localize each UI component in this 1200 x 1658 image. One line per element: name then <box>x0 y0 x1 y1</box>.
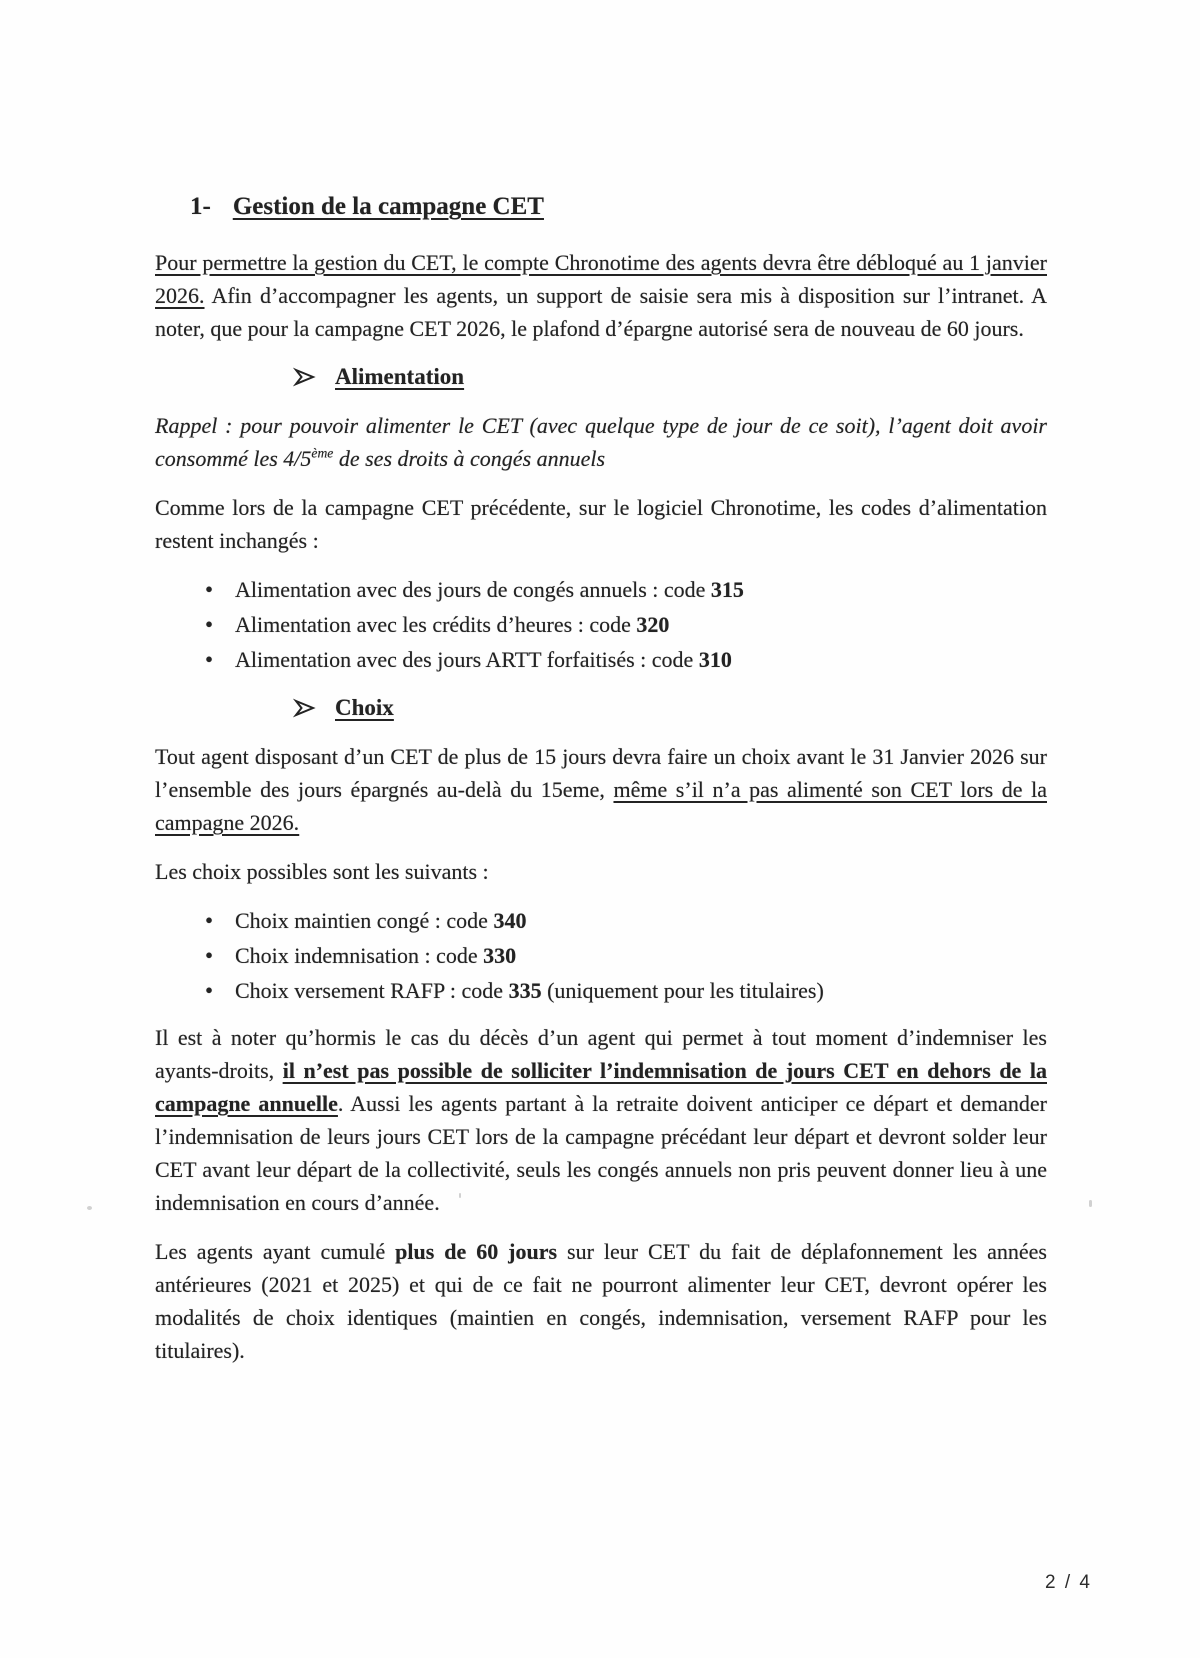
choix-options-list <box>155 904 1047 1007</box>
scan-artifact <box>1089 1200 1092 1207</box>
paragraph-intro: Pour permettre la gestion du CET, le compte Chronotime des agents devra être débloqué au 1 janvier 2026. Afin d’accompagner les agents, un support de saisie sera mis à disposition sur l’intranet. A noter, que pour la campagne CET 2026, le plafond d’épargne autorisé sera de nouveau de 60 jours. <box>155 250 1047 341</box>
paragraph-choix-intro: Tout agent disposant d’un CET de plus de 15 jours devra faire un choix avant le 31 Janvier 2026 sur l’ensemble des jours épargnés au-delà du 15eme, même s’il n’a pas alimenté son CET lors de la campagne 2026. <box>155 744 1047 835</box>
scan-artifact <box>87 1206 92 1210</box>
subheading-choix <box>293 694 1047 722</box>
arrow-bullet-icon <box>293 367 319 387</box>
heading-number: 1- <box>190 193 211 220</box>
list-item-text: Choix maintien congé : code 340 <box>235 908 527 933</box>
list-item <box>155 939 1047 972</box>
list-item-text: Alimentation avec des jours ARTT forfaitisés : code 310 <box>235 647 732 672</box>
bullet-icon: • <box>205 978 214 1003</box>
scan-artifact <box>459 1193 461 1198</box>
bullet-icon: • <box>205 612 214 637</box>
subheading-alimentation <box>293 363 1047 391</box>
bullet-icon: • <box>205 577 214 602</box>
heading-title: Gestion de la campagne CET <box>232 193 544 220</box>
list-item-text: Choix versement RAFP : code 335 (uniquement pour les titulaires) <box>235 978 824 1003</box>
paragraph-rappel: Rappel : pour pouvoir alimenter le CET (avec quelque type de jour de ce soit), l’agent doit avoir consommé les 4/5ème de ses droits à congés annuels <box>155 413 1047 471</box>
bullet-icon: • <box>205 943 214 968</box>
bullet-icon: • <box>205 647 214 672</box>
list-item <box>155 904 1047 937</box>
list-item <box>155 608 1047 641</box>
paragraph-choix-options-intro: Les choix possibles sont les suivants : <box>155 859 489 884</box>
page-number: 2 / 4 <box>1045 1572 1092 1593</box>
list-item-text: Choix indemnisation : code 330 <box>235 943 517 968</box>
arrow-bullet-icon <box>293 698 319 718</box>
list-item-text: Alimentation avec des jours de congés annuels : code 315 <box>235 577 744 602</box>
document-content <box>155 192 1047 1383</box>
paragraph-codes-intro: Comme lors de la campagne CET précédente, sur le logiciel Chronotime, les codes d’alimentation restent inchangés : <box>155 495 1047 553</box>
paragraph-deplafonnement-note: Les agents ayant cumulé plus de 60 jours sur leur CET du fait de déplafonnement les années antérieures (2021 et 2025) et qui de ce fait ne pourront alimenter leur CET, devront opérer les modalités de choix identiques (maintien en congés, indemnisation, versement RAFP pour les titulaires). <box>155 1239 1047 1363</box>
list-item <box>155 643 1047 676</box>
section-heading <box>190 192 1047 222</box>
alimentation-codes-list <box>155 573 1047 676</box>
list-item <box>155 573 1047 606</box>
list-item <box>155 974 1047 1007</box>
list-item-text: Alimentation avec les crédits d’heures : code 320 <box>235 612 670 637</box>
subheading-label: Alimentation <box>335 364 465 389</box>
paragraph-indemnisation-note: Il est à noter qu’hormis le cas du décès d’un agent qui permet à tout moment d’indemniser les ayants-droits, il n’est pas possible de solliciter l’indemnisation de jours CET en dehors de la campagne annuelle. Aussi les agents partant à la retraite doivent anticiper ce départ et demander l’indemnisation de leurs jours CET lors de la campagne précédant leur départ et devront solder leur CET avant leur départ de la collectivité, seuls les congés annuels non pris peuvent donner lieu à une indemnisation en cours d’année. <box>155 1025 1047 1215</box>
subheading-label: Choix <box>335 695 394 720</box>
bullet-icon: • <box>205 908 214 933</box>
